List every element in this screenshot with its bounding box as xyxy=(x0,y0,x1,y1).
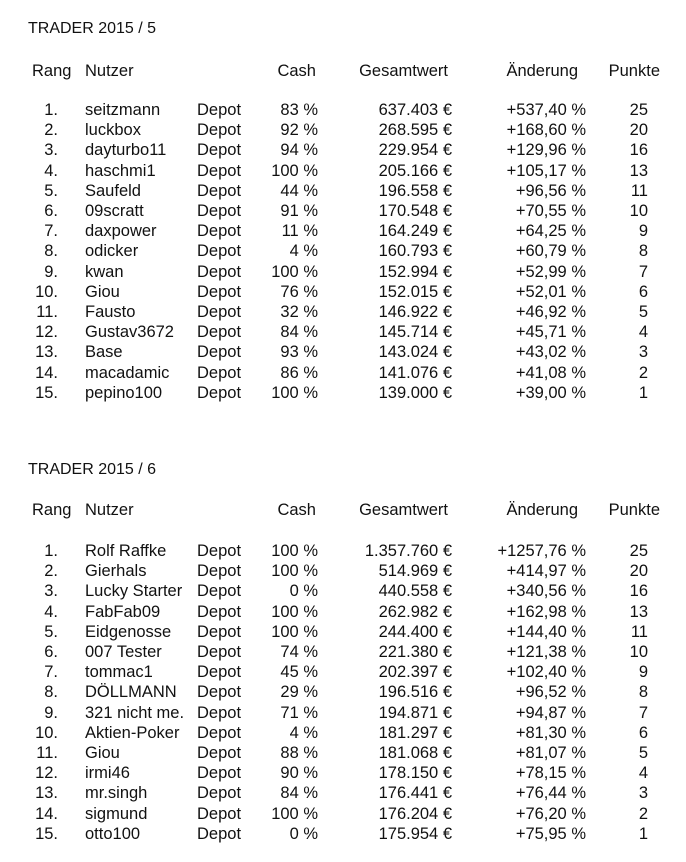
rank-cell: 4. xyxy=(44,602,58,621)
rank-cell: 2. xyxy=(44,121,58,140)
rank-cell: 3. xyxy=(44,582,58,601)
user-cell: Gustav3672 xyxy=(85,323,174,342)
trader-table-2015-6 xyxy=(0,440,686,862)
points-cell: 25 xyxy=(629,542,648,560)
header-points: Punkte xyxy=(608,501,660,519)
change-cell: +121,38 % xyxy=(506,643,586,661)
total-value-cell: 221.380 € xyxy=(378,643,452,661)
cash-cell: 76 % xyxy=(280,282,318,301)
depot-link: Depot xyxy=(197,683,242,702)
cash-cell: 4 % xyxy=(289,723,318,742)
table-row xyxy=(0,581,686,601)
points-cell: 7 xyxy=(638,703,648,722)
table-row xyxy=(0,682,686,702)
table-row xyxy=(0,662,686,682)
total-value-cell: 152.015 € xyxy=(378,282,452,301)
depot-link: Depot xyxy=(197,303,242,321)
header-change: Änderung xyxy=(506,62,578,80)
table-row xyxy=(0,642,686,662)
total-value-cell: 440.558 € xyxy=(378,582,452,601)
total-value-cell: 181.297 € xyxy=(378,723,452,742)
table-row xyxy=(0,100,686,120)
user-cell: Giou xyxy=(85,282,120,301)
change-cell: +96,56 % xyxy=(515,181,586,200)
user-cell: tommac1 xyxy=(85,663,153,682)
rank-cell: 3. xyxy=(44,141,58,160)
user-cell: luckbox xyxy=(85,121,141,140)
depot-link: Depot xyxy=(197,784,242,803)
cash-cell: 32 % xyxy=(280,303,318,321)
change-cell: +102,40 % xyxy=(506,663,586,682)
table-row xyxy=(0,322,686,342)
points-cell: 8 xyxy=(638,242,648,261)
change-cell: +78,15 % xyxy=(515,764,586,783)
table-row xyxy=(0,282,686,302)
table-row xyxy=(0,302,686,322)
change-cell: +81,30 % xyxy=(515,723,586,742)
user-cell: sigmund xyxy=(85,804,148,823)
total-value-cell: 196.516 € xyxy=(378,683,452,702)
total-value-cell: 244.400 € xyxy=(378,622,452,641)
change-cell: +162,98 % xyxy=(506,602,586,621)
table-row xyxy=(0,602,686,622)
total-value-cell: 205.166 € xyxy=(378,161,452,180)
rank-cell: 7. xyxy=(44,663,58,682)
points-cell: 2 xyxy=(638,804,648,823)
total-value-cell: 262.982 € xyxy=(378,602,452,621)
rank-cell: 12. xyxy=(35,764,58,783)
total-value-cell: 196.558 € xyxy=(378,181,452,200)
rank-cell: 10. xyxy=(35,723,58,742)
change-cell: +96,52 % xyxy=(515,683,586,702)
total-value-cell: 637.403 € xyxy=(378,101,452,119)
user-cell: Rolf Raffke xyxy=(85,542,167,560)
table-row xyxy=(0,241,686,261)
table-row xyxy=(0,743,686,763)
cash-cell: 100 % xyxy=(271,383,318,402)
depot-link: Depot xyxy=(197,663,242,682)
depot-link: Depot xyxy=(197,262,242,281)
rank-cell: 14. xyxy=(35,804,58,823)
user-cell: Fausto xyxy=(85,303,136,321)
table-row xyxy=(0,783,686,803)
rank-cell: 4. xyxy=(44,161,58,180)
table-row xyxy=(0,161,686,181)
total-value-cell: 202.397 € xyxy=(378,663,452,682)
table-row xyxy=(0,703,686,723)
table-row xyxy=(0,120,686,140)
rank-cell: 2. xyxy=(44,562,58,581)
total-value-cell: 181.068 € xyxy=(378,744,452,762)
points-cell: 9 xyxy=(638,663,648,682)
change-cell: +52,99 % xyxy=(515,262,586,281)
rank-cell: 12. xyxy=(35,323,58,342)
table-row xyxy=(0,383,686,403)
rank-cell: 5. xyxy=(44,181,58,200)
table-row xyxy=(0,221,686,241)
table-row xyxy=(0,181,686,201)
depot-link: Depot xyxy=(197,542,242,560)
depot-link: Depot xyxy=(197,141,242,160)
rank-cell: 5. xyxy=(44,622,58,641)
cash-cell: 86 % xyxy=(280,363,318,382)
table-row xyxy=(0,804,686,824)
points-cell: 11 xyxy=(630,622,648,641)
cash-cell: 100 % xyxy=(271,262,318,281)
total-value-cell: 268.595 € xyxy=(378,121,452,140)
change-cell: +43,02 % xyxy=(515,343,586,362)
depot-link: Depot xyxy=(197,703,242,722)
total-value-cell: 143.024 € xyxy=(378,343,452,362)
depot-link: Depot xyxy=(197,181,242,200)
table-row xyxy=(0,723,686,743)
user-cell: 007 Tester xyxy=(85,643,162,661)
change-cell: +75,95 % xyxy=(515,824,586,843)
table-row xyxy=(0,342,686,362)
cash-cell: 100 % xyxy=(271,161,318,180)
depot-link: Depot xyxy=(197,101,242,119)
total-value-cell: 176.204 € xyxy=(378,804,452,823)
total-value-cell: 170.548 € xyxy=(378,202,452,220)
user-cell: Aktien-Poker xyxy=(85,723,180,742)
user-cell: 09scratt xyxy=(85,202,144,220)
depot-link: Depot xyxy=(197,282,242,301)
total-value-cell: 160.793 € xyxy=(378,242,452,261)
points-cell: 5 xyxy=(638,744,648,762)
points-cell: 1 xyxy=(638,824,648,843)
points-cell: 6 xyxy=(638,723,648,742)
user-cell: DÖLLMANN xyxy=(85,683,177,702)
user-cell: Lucky Starter xyxy=(85,582,183,601)
points-cell: 4 xyxy=(638,323,648,342)
change-cell: +41,08 % xyxy=(515,363,586,382)
points-cell: 16 xyxy=(629,141,648,160)
trader-table-2015-5 xyxy=(0,0,686,430)
change-cell: +45,71 % xyxy=(515,323,586,342)
cash-cell: 71 % xyxy=(280,703,318,722)
total-value-cell: 1.357.760 € xyxy=(364,542,452,560)
points-cell: 6 xyxy=(638,282,648,301)
rank-cell: 6. xyxy=(44,643,58,661)
cash-cell: 84 % xyxy=(280,784,318,803)
table-row xyxy=(0,622,686,642)
points-cell: 3 xyxy=(638,784,648,803)
cash-cell: 93 % xyxy=(280,343,318,362)
rank-cell: 8. xyxy=(44,242,58,261)
points-cell: 16 xyxy=(629,582,648,601)
cash-cell: 29 % xyxy=(280,683,318,702)
rank-cell: 8. xyxy=(44,683,58,702)
rank-cell: 13. xyxy=(35,343,58,362)
header-user: Nutzer xyxy=(85,62,134,80)
points-cell: 20 xyxy=(629,562,648,581)
rank-cell: 1. xyxy=(44,542,58,560)
cash-cell: 100 % xyxy=(271,542,318,560)
total-value-cell: 164.249 € xyxy=(378,222,452,241)
user-cell: Saufeld xyxy=(85,181,141,200)
header-cash: Cash xyxy=(277,501,316,519)
user-cell: odicker xyxy=(85,242,139,261)
total-value-cell: 141.076 € xyxy=(378,363,452,382)
rank-cell: 6. xyxy=(44,202,58,220)
header-change: Änderung xyxy=(506,501,578,519)
rank-cell: 11. xyxy=(36,303,58,321)
depot-link: Depot xyxy=(197,242,242,261)
change-cell: +129,96 % xyxy=(506,141,586,160)
change-cell: +340,56 % xyxy=(506,582,586,601)
table-row xyxy=(0,201,686,221)
cash-cell: 91 % xyxy=(280,202,318,220)
depot-link: Depot xyxy=(197,343,242,362)
total-value-cell: 175.954 € xyxy=(378,824,452,843)
rank-cell: 1. xyxy=(44,101,58,119)
points-cell: 3 xyxy=(638,343,648,362)
user-cell: FabFab09 xyxy=(85,602,161,621)
depot-link: Depot xyxy=(197,602,242,621)
depot-link: Depot xyxy=(197,222,242,241)
user-cell: daxpower xyxy=(85,222,157,241)
points-cell: 10 xyxy=(629,202,648,220)
rank-cell: 13. xyxy=(35,784,58,803)
change-cell: +1257,76 % xyxy=(497,542,586,560)
total-value-cell: 146.922 € xyxy=(378,303,452,321)
table-row xyxy=(0,262,686,282)
change-cell: +94,87 % xyxy=(515,703,586,722)
change-cell: +64,25 % xyxy=(515,222,586,241)
rank-cell: 14. xyxy=(35,363,58,382)
depot-link: Depot xyxy=(197,622,242,641)
cash-cell: 90 % xyxy=(280,764,318,783)
total-value-cell: 152.994 € xyxy=(378,262,452,281)
cash-cell: 83 % xyxy=(280,101,318,119)
change-cell: +52,01 % xyxy=(515,282,586,301)
points-cell: 20 xyxy=(629,121,648,140)
change-cell: +414,97 % xyxy=(506,562,586,581)
cash-cell: 100 % xyxy=(271,602,318,621)
rank-cell: 9. xyxy=(44,262,58,281)
points-cell: 13 xyxy=(629,602,648,621)
cash-cell: 100 % xyxy=(271,562,318,581)
table-title: TRADER 2015 / 5 xyxy=(28,20,157,37)
total-value-cell: 176.441 € xyxy=(378,784,452,803)
header-rank: Rang xyxy=(32,62,72,80)
points-cell: 9 xyxy=(638,222,648,241)
cash-cell: 11 % xyxy=(281,222,318,241)
depot-link: Depot xyxy=(197,643,242,661)
points-cell: 4 xyxy=(638,764,648,783)
user-cell: seitzmann xyxy=(85,101,161,119)
table-row xyxy=(0,763,686,783)
rank-cell: 7. xyxy=(44,222,58,241)
points-cell: 8 xyxy=(638,683,648,702)
points-cell: 10 xyxy=(629,643,648,661)
table-row xyxy=(0,140,686,160)
table-row xyxy=(0,363,686,383)
header-cash: Cash xyxy=(277,62,316,80)
cash-cell: 100 % xyxy=(271,622,318,641)
header-total-value: Gesamtwert xyxy=(359,62,448,80)
cash-cell: 0 % xyxy=(289,824,318,843)
user-cell: pepino100 xyxy=(85,383,163,402)
header-rank: Rang xyxy=(32,501,72,519)
user-cell: haschmi1 xyxy=(85,161,156,180)
table-row xyxy=(0,541,686,561)
depot-link: Depot xyxy=(197,383,242,402)
change-cell: +105,17 % xyxy=(506,161,586,180)
change-cell: +168,60 % xyxy=(506,121,586,140)
cash-cell: 45 % xyxy=(280,663,318,682)
change-cell: +76,20 % xyxy=(515,804,586,823)
cash-cell: 84 % xyxy=(280,323,318,342)
depot-link: Depot xyxy=(197,121,242,140)
header-points: Punkte xyxy=(608,62,660,80)
user-cell: 321 nicht me. xyxy=(85,703,185,722)
change-cell: +81,07 % xyxy=(515,744,586,762)
table-title: TRADER 2015 / 6 xyxy=(28,461,157,478)
rank-cell: 10. xyxy=(35,282,58,301)
header-user: Nutzer xyxy=(85,501,134,519)
depot-link: Depot xyxy=(197,764,242,783)
table-row xyxy=(0,561,686,581)
change-cell: +537,40 % xyxy=(506,101,586,119)
cash-cell: 74 % xyxy=(280,643,318,661)
total-value-cell: 514.969 € xyxy=(378,562,452,581)
rank-cell: 15. xyxy=(35,824,58,843)
points-cell: 25 xyxy=(629,101,648,119)
change-cell: +70,55 % xyxy=(515,202,586,220)
cash-cell: 92 % xyxy=(280,121,318,140)
user-cell: irmi46 xyxy=(85,764,130,783)
change-cell: +39,00 % xyxy=(515,383,586,402)
points-cell: 5 xyxy=(638,303,648,321)
cash-cell: 100 % xyxy=(271,804,318,823)
cash-cell: 88 % xyxy=(280,744,318,762)
rank-cell: 11. xyxy=(36,744,58,762)
header-total-value: Gesamtwert xyxy=(359,501,448,519)
total-value-cell: 178.150 € xyxy=(378,764,452,783)
depot-link: Depot xyxy=(197,202,242,220)
rank-cell: 9. xyxy=(44,703,58,722)
depot-link: Depot xyxy=(197,804,242,823)
user-cell: otto100 xyxy=(85,824,141,843)
points-cell: 7 xyxy=(638,262,648,281)
change-cell: +144,40 % xyxy=(506,622,586,641)
cash-cell: 4 % xyxy=(289,242,318,261)
depot-link: Depot xyxy=(197,161,242,180)
change-cell: +46,92 % xyxy=(515,303,586,321)
depot-link: Depot xyxy=(197,363,242,382)
user-cell: Base xyxy=(85,343,123,362)
depot-link: Depot xyxy=(197,723,242,742)
user-cell: Eidgenosse xyxy=(85,622,172,641)
total-value-cell: 139.000 € xyxy=(378,383,452,402)
cash-cell: 0 % xyxy=(289,582,318,601)
total-value-cell: 145.714 € xyxy=(378,323,452,342)
user-cell: kwan xyxy=(85,262,124,281)
cash-cell: 44 % xyxy=(280,181,318,200)
user-cell: Giou xyxy=(85,744,120,762)
depot-link: Depot xyxy=(197,562,242,581)
table-row xyxy=(0,824,686,844)
change-cell: +76,44 % xyxy=(515,784,586,803)
points-cell: 13 xyxy=(629,161,648,180)
user-cell: macadamic xyxy=(85,363,170,382)
user-cell: dayturbo11 xyxy=(85,141,167,160)
points-cell: 2 xyxy=(638,363,648,382)
depot-link: Depot xyxy=(197,744,242,762)
user-cell: Gierhals xyxy=(85,562,147,581)
total-value-cell: 194.871 € xyxy=(378,703,452,722)
change-cell: +60,79 % xyxy=(515,242,586,261)
cash-cell: 94 % xyxy=(280,141,318,160)
depot-link: Depot xyxy=(197,824,242,843)
points-cell: 1 xyxy=(638,383,648,402)
user-cell: mr.singh xyxy=(85,784,148,803)
total-value-cell: 229.954 € xyxy=(378,141,452,160)
depot-link: Depot xyxy=(197,582,242,601)
rank-cell: 15. xyxy=(35,383,58,402)
points-cell: 11 xyxy=(630,181,648,200)
depot-link: Depot xyxy=(197,323,242,342)
